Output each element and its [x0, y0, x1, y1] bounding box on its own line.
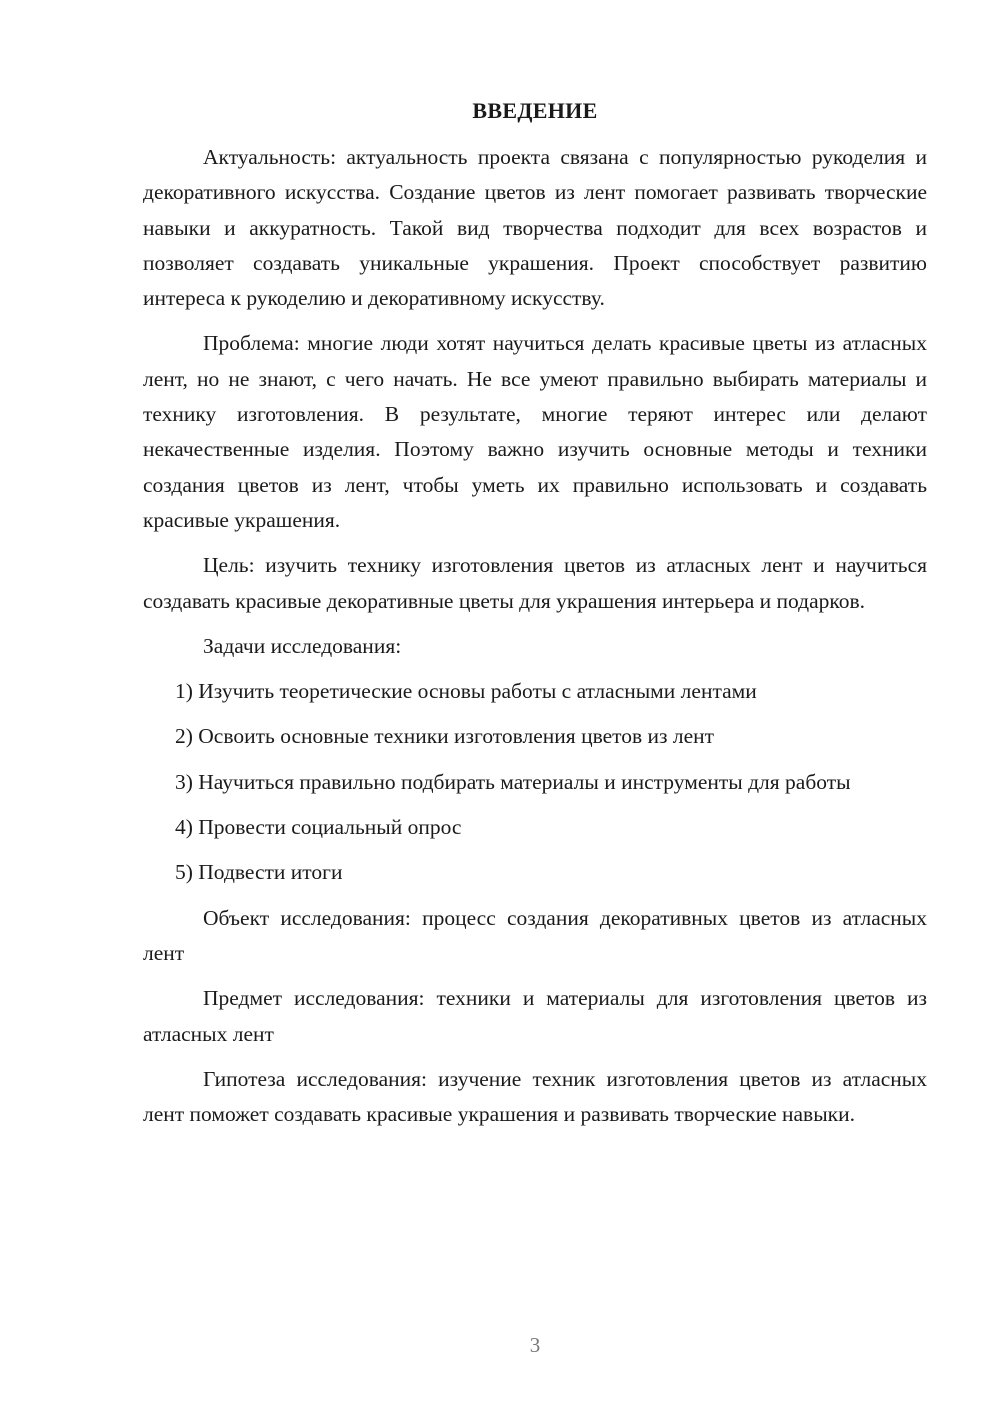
task-item: 3) Научиться правильно подбирать материалы и инструменты для работы: [175, 769, 851, 794]
tasks-heading: Задачи исследования:: [203, 633, 402, 658]
task-item: 1) Изучить теоретические основы работы с атласными лентами: [175, 679, 757, 704]
task-item: 5) Подвести итоги: [175, 860, 343, 885]
task-item: 4) Провести социальный опрос: [175, 815, 462, 840]
relevance-paragraph: Актуальность: актуальность проекта связана с популярностью рукоделия и декоративного искусства. Создание цветов из лент помогает развивать творческие навыки и аккуратность. Такой вид творчества подходит для всех возрастов и позволяет создавать уникальные украшения. Проект способствует развитию интереса к рукоделию и декоративному искусству.: [143, 145, 927, 311]
hypothesis-paragraph: Гипотеза исследования: изучение техник изготовления цветов из атласных лент поможет создавать красивые украшения и развивать творческие навыки.: [143, 1066, 927, 1127]
problem-paragraph: Проблема: многие люди хотят научиться делать красивые цветы из атласных лент, но не знают, с чего начать. Не все умеют правильно выбирать материалы и технику изготовления. В результате, многие теряют интерес или делают некачественные изделия. Поэтому важно изучить основные методы и техники создания цветов из лент, чтобы уметь их правильно использовать и создавать красивые украшения.: [143, 331, 927, 532]
goal-paragraph: Цель: изучить технику изготовления цветов из атласных лент и научиться создавать красивые декоративные цветы для украшения интерьера и подарков.: [143, 553, 927, 613]
page-content: [143, 96, 927, 1142]
task-item: 2) Освоить основные техники изготовления цветов из лент: [175, 724, 715, 749]
page-number: 3: [529, 1333, 541, 1357]
page-title: ВВЕДЕНИЕ: [472, 98, 598, 123]
object-paragraph: Объект исследования: процесс создания декоративных цветов из атласных лент: [143, 905, 927, 965]
subject-paragraph: Предмет исследования: техники и материалы для изготовления цветов из атласных лент: [143, 986, 927, 1046]
tasks-list: [143, 674, 927, 890]
